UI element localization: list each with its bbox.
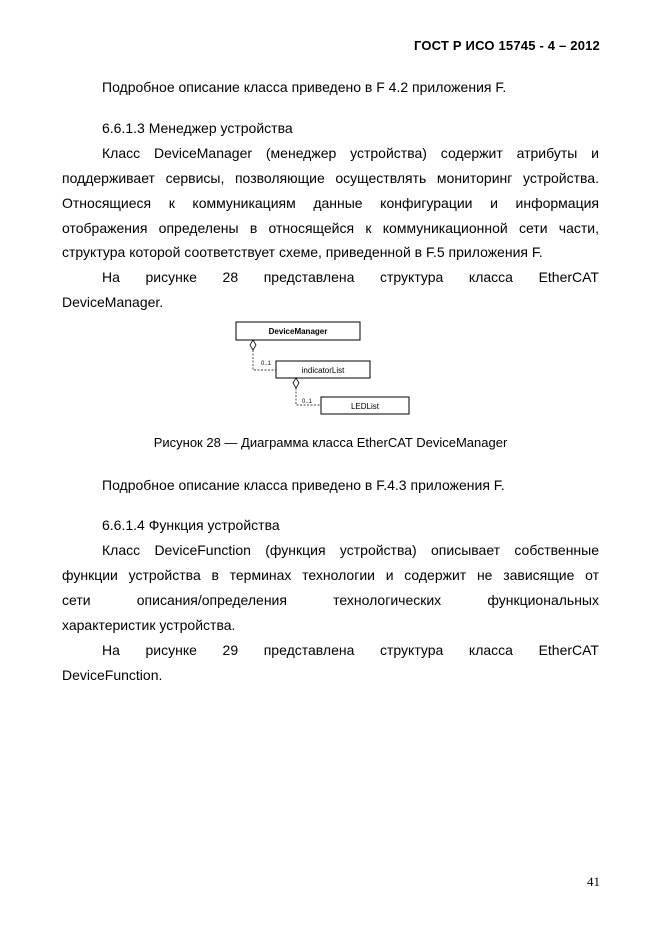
paragraph-line: На рисунке 28 представлена структура класса EtherCAT xyxy=(102,269,599,285)
section-heading-device-manager: 6.6.1.3 Менеджер устройства xyxy=(102,120,293,136)
section-heading-device-function: 6.6.1.4 Функция устройства xyxy=(102,517,280,533)
document-header: ГОСТ Р ИСО 15745 - 4 – 2012 xyxy=(413,38,600,53)
aggregation-connector-2 xyxy=(293,378,321,405)
class-box-led-list xyxy=(321,397,409,414)
aggregation-connector-1 xyxy=(250,340,276,370)
multiplicity-label: 0..1 xyxy=(302,399,313,405)
paragraph-line: DeviceManager. xyxy=(62,294,164,310)
paragraph-line: DeviceFunction. xyxy=(62,667,163,683)
class-name-indicator-list: indicatorList xyxy=(301,366,345,375)
paragraph-line: сети описания/определения технологических функциональных xyxy=(62,592,599,608)
paragraph-line: структура которой соответствует схеме, приведенной в F.5 приложения F. xyxy=(62,244,543,260)
paragraph-reference-f42: Подробное описание класса приведено в F 4.2 приложения F. xyxy=(102,79,507,95)
page-number: 41 xyxy=(587,874,600,889)
paragraph-line: На рисунке 29 представлена структура класса EtherCAT xyxy=(102,642,599,658)
paragraph-line: отображения определены в относящейся к коммуникационной сети части, xyxy=(62,220,599,236)
uml-class-diagram xyxy=(230,320,420,420)
class-name-led-list: LEDList xyxy=(350,402,380,411)
paragraph-line: Класс DeviceFunction (функция устройства) описывает собственные xyxy=(102,542,599,558)
paragraph-reference-f43: Подробное описание класса приведено в F.4.3 приложения F. xyxy=(102,477,505,493)
paragraph-line: поддерживает сервисы, позволяющие осуществлять мониторинг устройства. xyxy=(62,170,599,186)
class-box-device-manager xyxy=(236,322,360,340)
class-box-indicator-list xyxy=(276,361,370,378)
paragraph-line: Класс DeviceManager (менеджер устройства) содержит атрибуты и xyxy=(102,145,599,161)
class-name-device-manager: DeviceManager xyxy=(268,327,328,336)
multiplicity-label: 0..1 xyxy=(261,361,272,367)
figure-caption: Рисунок 28 — Диаграмма класса EtherCAT DeviceManager xyxy=(153,435,508,450)
paragraph-line: Относящиеся к коммуникациям данные конфигурации и информация xyxy=(62,195,599,211)
paragraph-line: функции устройства в терминах технологии и содержит не зависящие от xyxy=(62,567,599,583)
paragraph-line: характеристик устройства. xyxy=(62,617,236,633)
